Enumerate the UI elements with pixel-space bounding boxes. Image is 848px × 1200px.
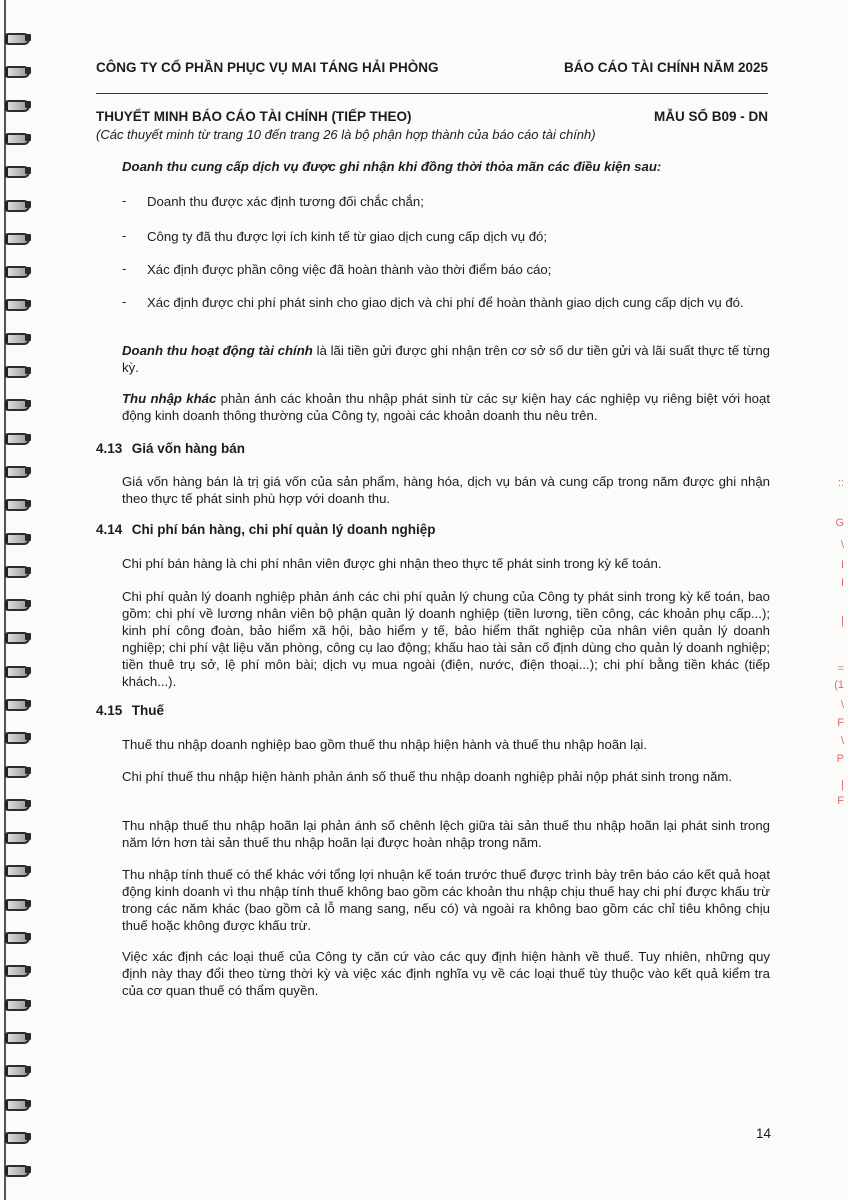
stamp-marks [830, 478, 844, 818]
stamp-mark: = [837, 663, 844, 675]
form-number: MẪU SỐ B09 - DN [653, 109, 768, 124]
binding-coil [5, 430, 33, 444]
punch-hole [25, 434, 31, 441]
section-heading [96, 441, 245, 456]
other-income-term: Thu nhập khác [122, 391, 217, 406]
paragraph: Thu nhập tính thuế có thể khác với tổng lợi nhuận kế toán trước thuế được trình bày trên báo cáo kết quả hoạt động kinh doanh vì thu nhập tính thuế không bao gồm các khoản thu nhập chịu thuế hay chi phí được khấu trừ trong các năm khác (bao gồm cả lỗ mang sang, nếu có) và ngoài ra không bao gồm các chỉ tiêu không chịu thuế hoặc không được khấu trừ. [122, 867, 770, 933]
stamp-mark: | [841, 615, 844, 627]
punch-hole [25, 67, 31, 74]
punch-hole [25, 467, 31, 474]
punch-hole [25, 234, 31, 241]
binding-coil [5, 896, 33, 910]
punch-hole [25, 833, 31, 840]
notes-title: THUYẾT MINH BÁO CÁO TÀI CHÍNH (TIẾP THEO) [96, 109, 412, 124]
binding-coil [5, 396, 33, 410]
punch-hole [25, 900, 31, 907]
punch-hole [25, 34, 31, 41]
binding-coil [5, 1096, 33, 1110]
punch-hole [25, 1100, 31, 1107]
company-name: CÔNG TY CỔ PHẦN PHỤC VỤ MAI TÁNG HẢI PHÒNG [96, 60, 439, 75]
punch-hole [25, 700, 31, 707]
binding-coil [5, 463, 33, 477]
stamp-mark: P [836, 753, 844, 765]
section-title: Giá vốn hàng bán [131, 441, 246, 456]
binding-coil [5, 1162, 33, 1176]
binding-coil [5, 263, 33, 277]
punch-hole [25, 1066, 31, 1073]
punch-hole [25, 367, 31, 374]
paragraph: Chi phí thuế thu nhập hiện hành phản ánh số thuế thu nhập doanh nghiệp phải nộp phát sinh trong năm. [122, 769, 733, 784]
binding-coil [5, 696, 33, 710]
report-title: BÁO CÁO TÀI CHÍNH NĂM 2025 [563, 60, 768, 75]
section-number: 4.15 [96, 703, 123, 718]
paragraph: Chi phí quản lý doanh nghiệp phản ánh các chi phí quản lý chung của Công ty phát sinh trong kỳ kế toán, bao gồm: chi phí về lương nhân viên bộ phận quản lý doanh nghiệp (tiền lương, tiền công, các khoản phụ cấp...); kinh phí công đoàn, bảo hiểm xã hội, bảo hiểm y tế, bảo hiểm thất nghiệp của nhân viên quản lý doanh nghiệp; chi phí vật liệu văn phòng, công cụ lao động; khấu hao tài sản cố định dùng cho quản lý doanh nghiệp; tiền thuê trụ sở, lệ phí môn bài; dịch vụ mua ngoài (điện, nước, điện thoại...); chi phí bằng tiền khác (tiếp khách...). [122, 589, 770, 689]
paragraph: Chi phí bán hàng là chi phí nhân viên được ghi nhận theo thực tế phát sinh trong kỳ kế toán. [122, 556, 662, 571]
punch-hole [25, 101, 31, 108]
punch-hole [25, 767, 31, 774]
stamp-mark: I [840, 577, 844, 589]
punch-hole [25, 167, 31, 174]
punch-hole [25, 667, 31, 674]
binding-coil [5, 862, 33, 876]
page-number: 14 [756, 1126, 772, 1141]
punch-hole [25, 1166, 31, 1173]
list-item: Doanh thu được xác định tương đối chắc chắn; [147, 194, 424, 209]
section-heading [96, 703, 164, 718]
bullet-mark: - [122, 193, 127, 208]
bullet-mark: - [122, 228, 127, 243]
punch-hole [25, 733, 31, 740]
other-income-paragraph [122, 390, 770, 424]
punch-hole [25, 600, 31, 607]
binding-coil [5, 197, 33, 211]
financial-income-text: là lãi tiền gửi được ghi nhận trên cơ sở số dư tiền gửi và lãi suất thực tế từng kỳ. [122, 343, 770, 375]
binding-coil [5, 563, 33, 577]
revenue-intro: Doanh thu cung cấp dịch vụ được ghi nhận khi đồng thời thỏa mãn các điều kiện sau: [122, 159, 662, 174]
binding-coil [5, 996, 33, 1010]
bullet-mark: - [122, 261, 127, 276]
punch-hole [25, 400, 31, 407]
punch-hole [25, 866, 31, 873]
paragraph: Việc xác định các loại thuế của Công ty căn cứ vào các quy định hiện hành về thuế. Tuy nhiên, những quy định này thay đổi theo từng thời kỳ và việc xác định nghĩa vụ về các loại thuế tùy thuộc vào kết quả kiểm tra của cơ quan thuế có thẩm quyền. [122, 949, 770, 998]
section-number: 4.13 [96, 441, 123, 456]
punch-hole [25, 134, 31, 141]
punch-hole [25, 534, 31, 541]
binding-coil [5, 230, 33, 244]
punch-hole [25, 1133, 31, 1140]
stamp-mark: I [840, 559, 844, 571]
notes-subtitle: (Các thuyết minh từ trang 10 đến trang 26 là bộ phận hợp thành của báo cáo tài chính) [96, 127, 596, 142]
punch-hole [25, 1033, 31, 1040]
punch-hole [25, 500, 31, 507]
binding-coil [5, 496, 33, 510]
binding-coil [5, 596, 33, 610]
list-item: Công ty đã thu được lợi ích kinh tế từ giao dịch cung cấp dịch vụ đó; [147, 229, 548, 244]
section-number: 4.14 [96, 522, 123, 537]
binding-coil [5, 1129, 33, 1143]
binding-coil [5, 1062, 33, 1076]
binding-coil [5, 729, 33, 743]
stamp-mark: G [835, 517, 844, 529]
binding-coil [5, 97, 33, 111]
page-header [96, 60, 768, 80]
binding-coil [5, 363, 33, 377]
paragraph: Giá vốn hàng bán là trị giá vốn của sản phẩm, hàng hóa, dịch vụ bán và cung cấp trong năm được ghi nhận theo thực tế phát sinh phù hợp với doanh thu. [122, 474, 770, 506]
binding-coil [5, 962, 33, 976]
binding-coil [5, 663, 33, 677]
stamp-mark: F [837, 795, 844, 807]
spiral-binding [0, 0, 40, 1200]
financial-income-term: Doanh thu hoạt động tài chính [122, 343, 313, 358]
list-item: Xác định được chi phí phát sinh cho giao dịch và chi phí để hoàn thành giao dịch cung cấp dịch vụ đó. [147, 295, 744, 310]
stamp-mark: | [841, 779, 844, 791]
punch-hole [25, 966, 31, 973]
financial-income-paragraph [122, 342, 770, 376]
punch-hole [25, 633, 31, 640]
section-title: Thuế [131, 703, 165, 718]
stamp-mark: \ [840, 699, 844, 711]
list-item: Xác định được phần công việc đã hoàn thành vào thời điểm báo cáo; [147, 262, 552, 277]
paragraph: Thuế thu nhập doanh nghiệp bao gồm thuế thu nhập hiện hành và thuế thu nhập hoãn lại. [122, 737, 648, 752]
punch-hole [25, 1000, 31, 1007]
other-income-text: phản ánh các khoản thu nhập phát sinh từ các sự kiện hay các nghiệp vụ riêng biệt với hoạt động kinh doanh thông thường của Công ty, ngoài các khoản doanh thu nêu trên. [122, 391, 770, 423]
stamp-mark: \ [840, 539, 844, 551]
punch-hole [25, 334, 31, 341]
stamp-mark: \ [840, 735, 844, 747]
section-title: Chi phí bán hàng, chi phí quản lý doanh nghiệp [131, 522, 436, 537]
stamp-mark: :: [837, 477, 844, 489]
notes-header [96, 109, 768, 124]
punch-hole [25, 201, 31, 208]
binding-coil [5, 330, 33, 344]
section-heading [96, 522, 436, 537]
binding-coil [5, 796, 33, 810]
punch-hole [25, 300, 31, 307]
binding-coil [5, 763, 33, 777]
binding-coil [5, 929, 33, 943]
punch-hole [25, 267, 31, 274]
binding-coil [5, 829, 33, 843]
punch-hole [25, 933, 31, 940]
binding-coil [5, 30, 33, 44]
binding-coil [5, 1029, 33, 1043]
stamp-mark: F [837, 717, 844, 729]
punch-hole [25, 800, 31, 807]
binding-coil [5, 629, 33, 643]
bullet-mark: - [122, 294, 127, 309]
binding-coil [5, 296, 33, 310]
binding-coil [5, 530, 33, 544]
binding-coil [5, 163, 33, 177]
paragraph: Thu nhập thuế thu nhập hoãn lại phản ánh số chênh lệch giữa tài sản thuế thu nhập hoãn lại phát sinh trong năm lớn hơn tài sản thuế thu nhập hoãn lại được hoàn nhập trong năm. [122, 818, 770, 850]
stamp-mark: (1 [834, 679, 844, 691]
header-divider [96, 93, 768, 94]
punch-hole [25, 567, 31, 574]
binding-coil [5, 130, 33, 144]
binding-coil [5, 63, 33, 77]
